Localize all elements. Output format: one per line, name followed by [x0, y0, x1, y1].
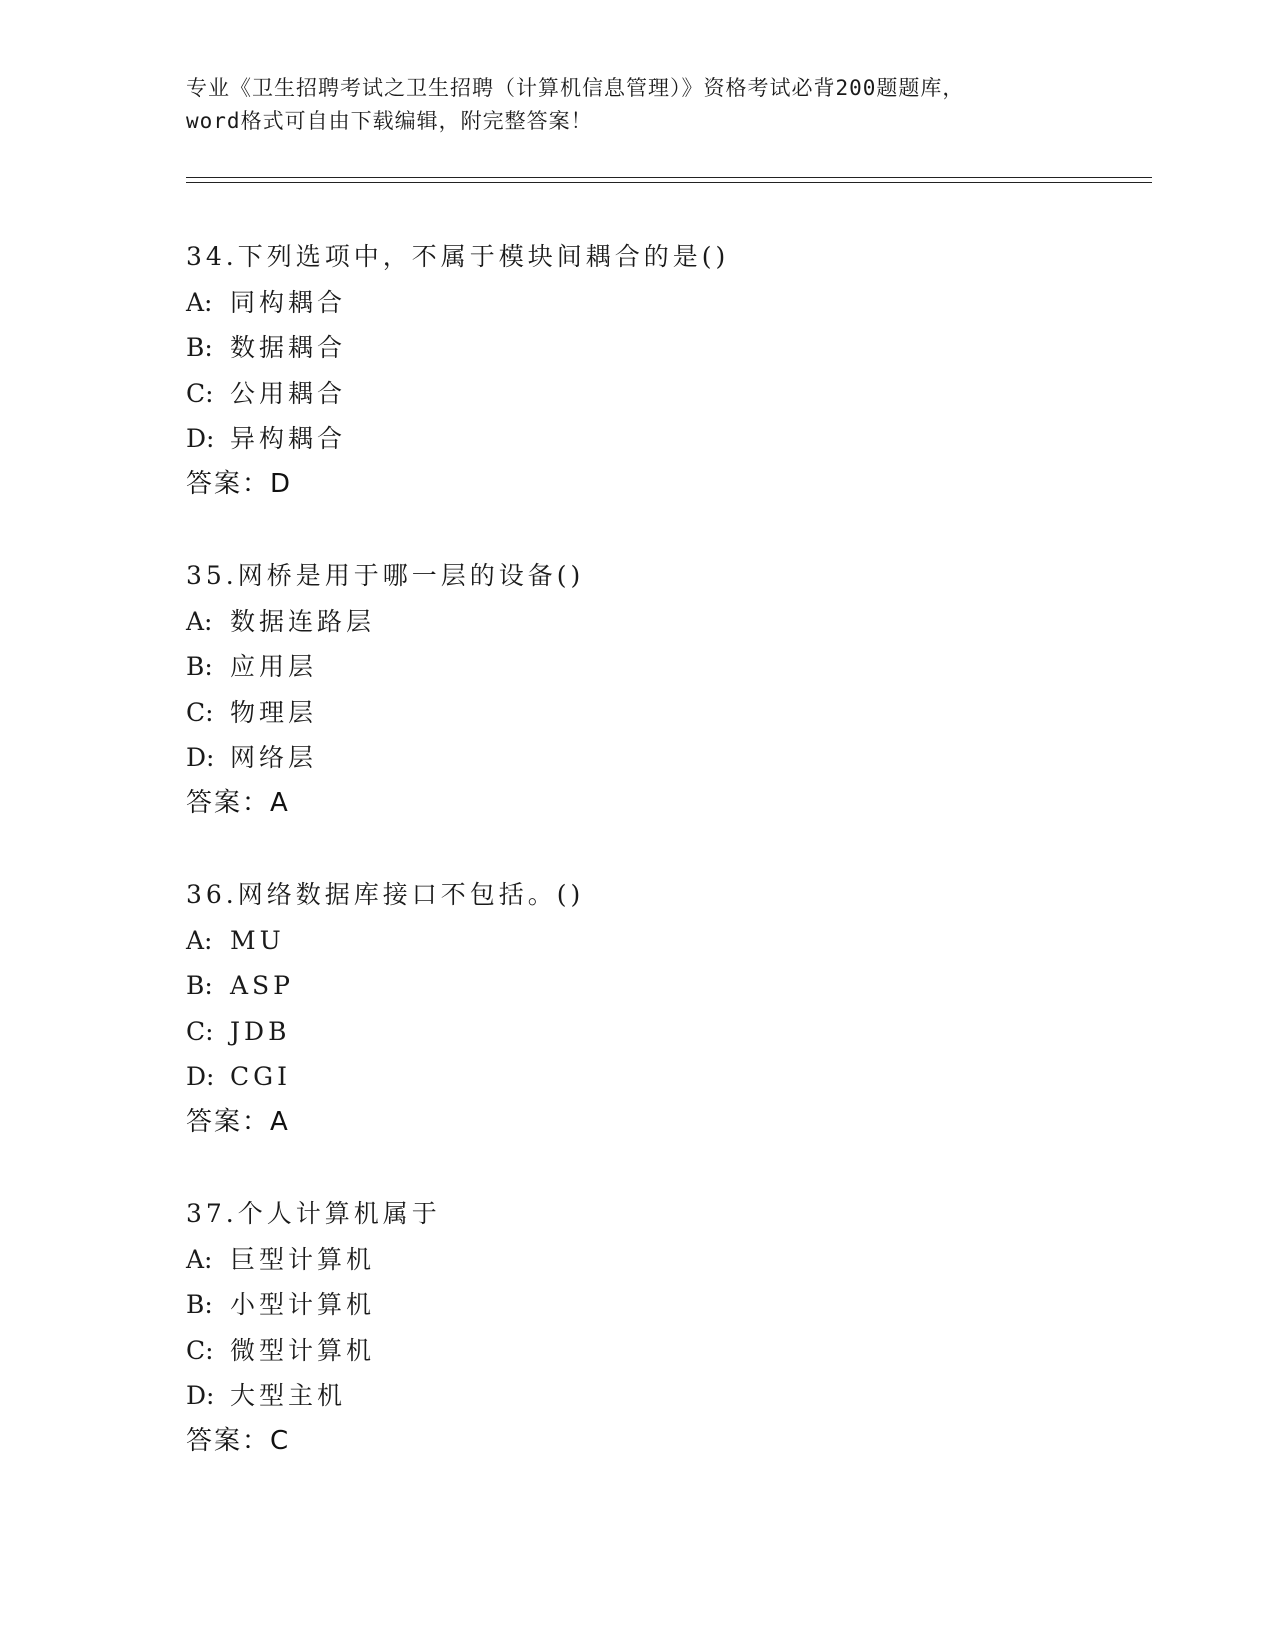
option-a: [186, 599, 1086, 645]
option-key: C:: [186, 378, 214, 408]
option-key: D:: [186, 1062, 215, 1091]
option-b: [186, 963, 1086, 1009]
option-d: [186, 1054, 1086, 1100]
option-key: B:: [186, 1290, 213, 1319]
option-text: 异构耦合: [230, 424, 347, 453]
option-a: [186, 1237, 1086, 1283]
option-text: 巨型计算机: [230, 1244, 376, 1274]
option-key: B:: [186, 652, 213, 681]
question-block: [186, 872, 1086, 1145]
option-key: C:: [186, 697, 214, 727]
option-c: [186, 1009, 1086, 1055]
option-d: [186, 735, 1086, 781]
answer-line: 答案：D: [186, 468, 293, 499]
option-text: 公用耦合: [230, 378, 347, 408]
option-key: D:: [186, 424, 215, 453]
option-text: 大型主机: [230, 1381, 347, 1410]
option-key: C:: [186, 1335, 214, 1365]
option-key: C:: [186, 1016, 214, 1046]
option-key: A:: [186, 606, 213, 636]
question-block: [186, 1191, 1086, 1464]
option-c: [186, 690, 1086, 736]
question-stem: 37.个人计算机属于: [186, 1199, 441, 1228]
option-key: B:: [186, 333, 213, 362]
option-text: 应用层: [230, 652, 318, 681]
option-text: JDB: [230, 1016, 291, 1046]
option-text: 数据连路层: [230, 606, 376, 636]
option-text: MU: [230, 925, 285, 955]
option-a: [186, 918, 1086, 964]
header-line-1: 专业《卫生招聘考试之卫生招聘（计算机信息管理）》资格考试必背200题题库，: [186, 76, 965, 100]
answer-line: 答案：A: [186, 1106, 290, 1137]
option-d: [186, 416, 1086, 462]
option-key: A:: [186, 287, 213, 317]
option-key: A:: [186, 1244, 213, 1274]
option-a: [186, 280, 1086, 326]
option-text: 网络层: [230, 743, 318, 772]
option-text: 数据耦合: [230, 333, 347, 362]
option-text: 微型计算机: [230, 1335, 376, 1365]
option-text: ASP: [230, 971, 295, 1000]
header-divider-bottom: [186, 182, 1152, 183]
question-block: [186, 234, 1086, 507]
option-text: CGI: [230, 1062, 291, 1091]
question-stem: 35.网桥是用于哪一层的设备(): [186, 561, 585, 590]
question-block: [186, 553, 1086, 826]
option-b: [186, 1282, 1086, 1328]
question-stem: 36.网络数据库接口不包括。(): [186, 880, 585, 909]
answer-line: 答案：C: [186, 1425, 291, 1456]
document-header: [186, 72, 1086, 138]
question-stem: 34.下列选项中，不属于模块间耦合的是(): [186, 242, 730, 271]
option-key: D:: [186, 1381, 215, 1410]
option-b: [186, 644, 1086, 690]
option-text: 物理层: [230, 697, 318, 727]
option-text: 同构耦合: [230, 287, 347, 317]
option-key: B:: [186, 971, 213, 1000]
option-b: [186, 325, 1086, 371]
option-c: [186, 371, 1086, 417]
option-c: [186, 1328, 1086, 1374]
header-line-2: word格式可自由下载编辑，附完整答案！: [186, 109, 593, 133]
option-key: D:: [186, 743, 215, 772]
header-divider-top: [186, 177, 1152, 178]
answer-line: 答案：A: [186, 787, 290, 818]
option-key: A:: [186, 925, 213, 955]
option-d: [186, 1373, 1086, 1419]
option-text: 小型计算机: [230, 1290, 376, 1319]
